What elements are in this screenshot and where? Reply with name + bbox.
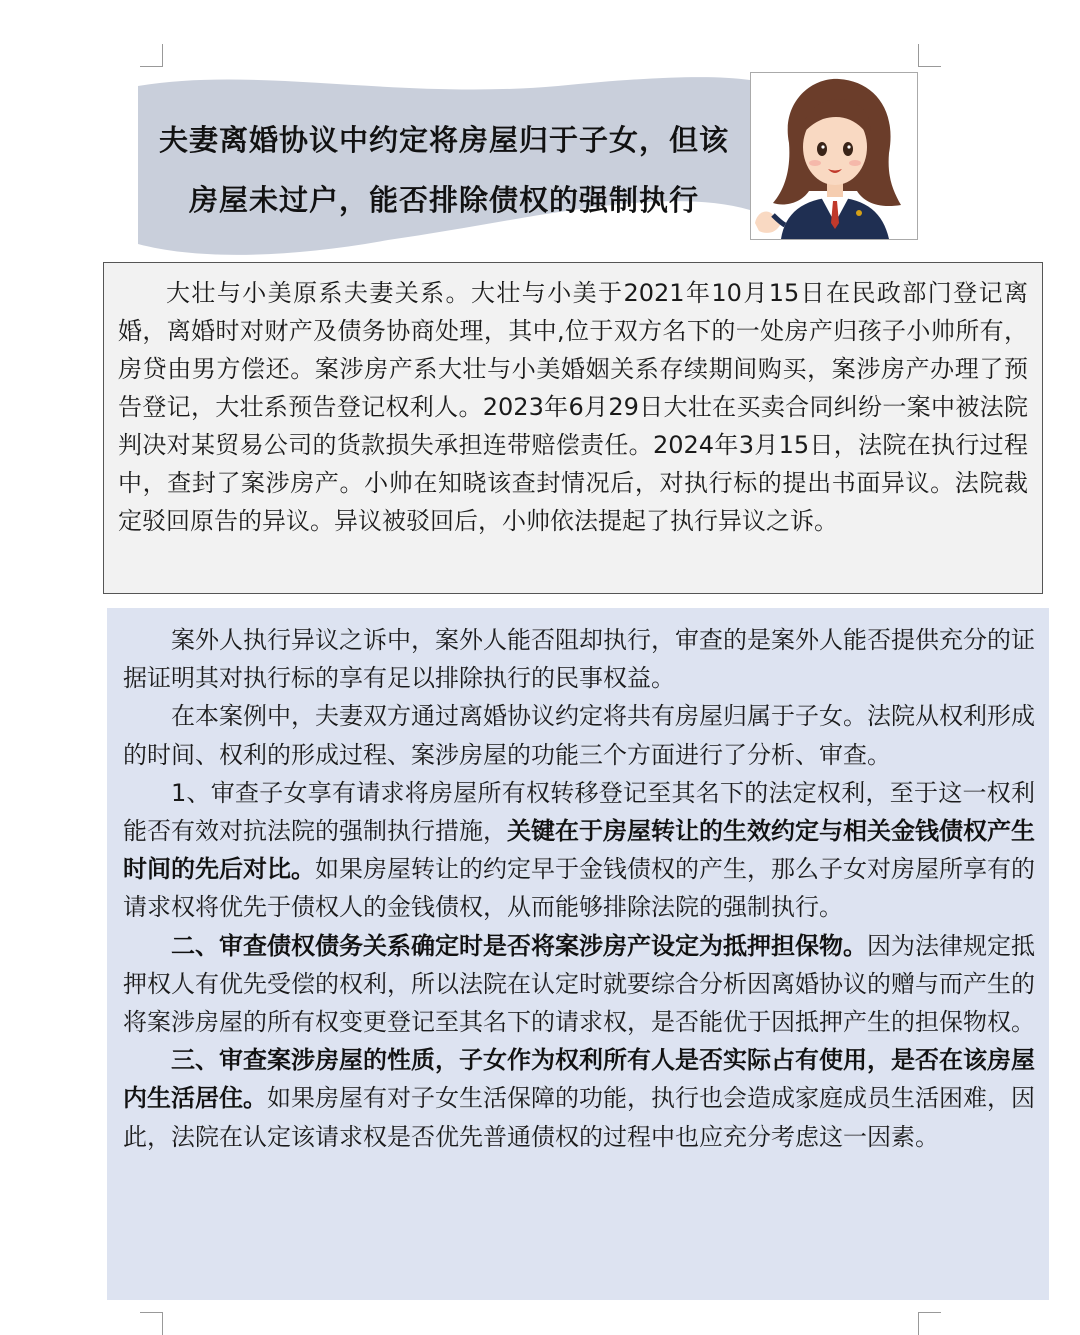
page-corner-mark	[140, 44, 163, 67]
analysis-paragraph-2: 在本案例中，夫妻双方通过离婚协议约定将共有房屋归属于子女。法院从权利形成的时间、权利的形成过程、案涉房屋的功能三个方面进行了分析、审查。	[123, 702, 1035, 769]
point-3-emphasis: 三、审查案涉房屋的性质，子女作为权利所有人是否实际占有使用，是否在该房屋内生活居住。	[123, 1046, 1035, 1113]
title-line-1: 夫妻离婚协议中约定将房屋归于子女，但该	[158, 123, 729, 157]
page-title	[138, 110, 750, 230]
point-2-text: 因为法律规定抵押权人有优先受偿的权利，所以法院在认定时就要综合分析因离婚协议的赠与而产生的将案涉房屋的所有权变更登记至其名下的请求权，是否能优于因抵押产生的担保物权。	[123, 931, 1035, 1037]
page-corner-mark	[918, 44, 941, 67]
analysis-box	[107, 608, 1049, 1300]
analysis-paragraph-5	[123, 1041, 1035, 1156]
case-paragraph: 大壮与小美原系夫妻关系。大壮与小美于2021年10月15日在民政部门登记离婚，离婚时对财产及债务协商处理，其中,位于双方名下的一处房产归孩子小帅所有，房贷由男方偿还。案涉房产系大壮与小美婚姻关系存续期间购买，案涉房产办理了预告登记，大壮系预告登记权利人。2023年6月29日大壮在买卖合同纠纷一案中被法院判决对某贸易公司的货款损失承担连带赔偿责任。2024年3月15日，法院在执行过程中，查封了案涉房产。小帅在知晓该查封情况后，对执行标的提出书面异议。法院裁定驳回原告的异议。异议被驳回后，小帅依法提起了执行异议之诉。	[118, 279, 1028, 535]
title-line-2: 房屋未过户，能否排除债权的强制执行	[188, 183, 699, 217]
page-corner-mark	[140, 1312, 163, 1335]
case-description-box	[103, 262, 1043, 594]
point-2-emphasis: 二、审查债权债务关系确定时是否将案涉房产设定为抵押担保物。	[171, 931, 867, 960]
point-3-text: 如果房屋有对子女生活保障的功能，执行也会造成家庭成员生活困难，因此，法院在认定该请求权是否优先普通债权的过程中也应充分考虑这一因素。	[123, 1084, 1035, 1151]
analysis-paragraph-3	[123, 774, 1035, 927]
title-banner	[138, 72, 750, 260]
page-corner-mark	[918, 1312, 941, 1335]
analysis-paragraph-1: 案外人执行异议之诉中，案外人能否阻却执行，审查的是案外人能否提供充分的证据证明其对执行标的享有足以排除执行的民事权益。	[123, 626, 1035, 693]
avatar	[750, 72, 918, 240]
point-1-emphasis: 关键在于房屋转让的生效约定与相关金钱债权产生时间的先后对比。	[123, 817, 1035, 884]
analysis-paragraph-4	[123, 927, 1035, 1042]
point-1-text-cont: 如果房屋转让的约定早于金钱债权的产生，那么子女对房屋所享有的请求权将优先于债权人的金钱债权，从而能够排除法院的强制执行。	[123, 855, 1035, 922]
point-1-text: 1、审查子女享有请求将房屋所有权转移登记至其名下的法定权利，至于这一权利能否有效对抗法院的强制执行措施，	[123, 778, 1035, 846]
female-judge-cartoon-icon	[751, 73, 917, 239]
